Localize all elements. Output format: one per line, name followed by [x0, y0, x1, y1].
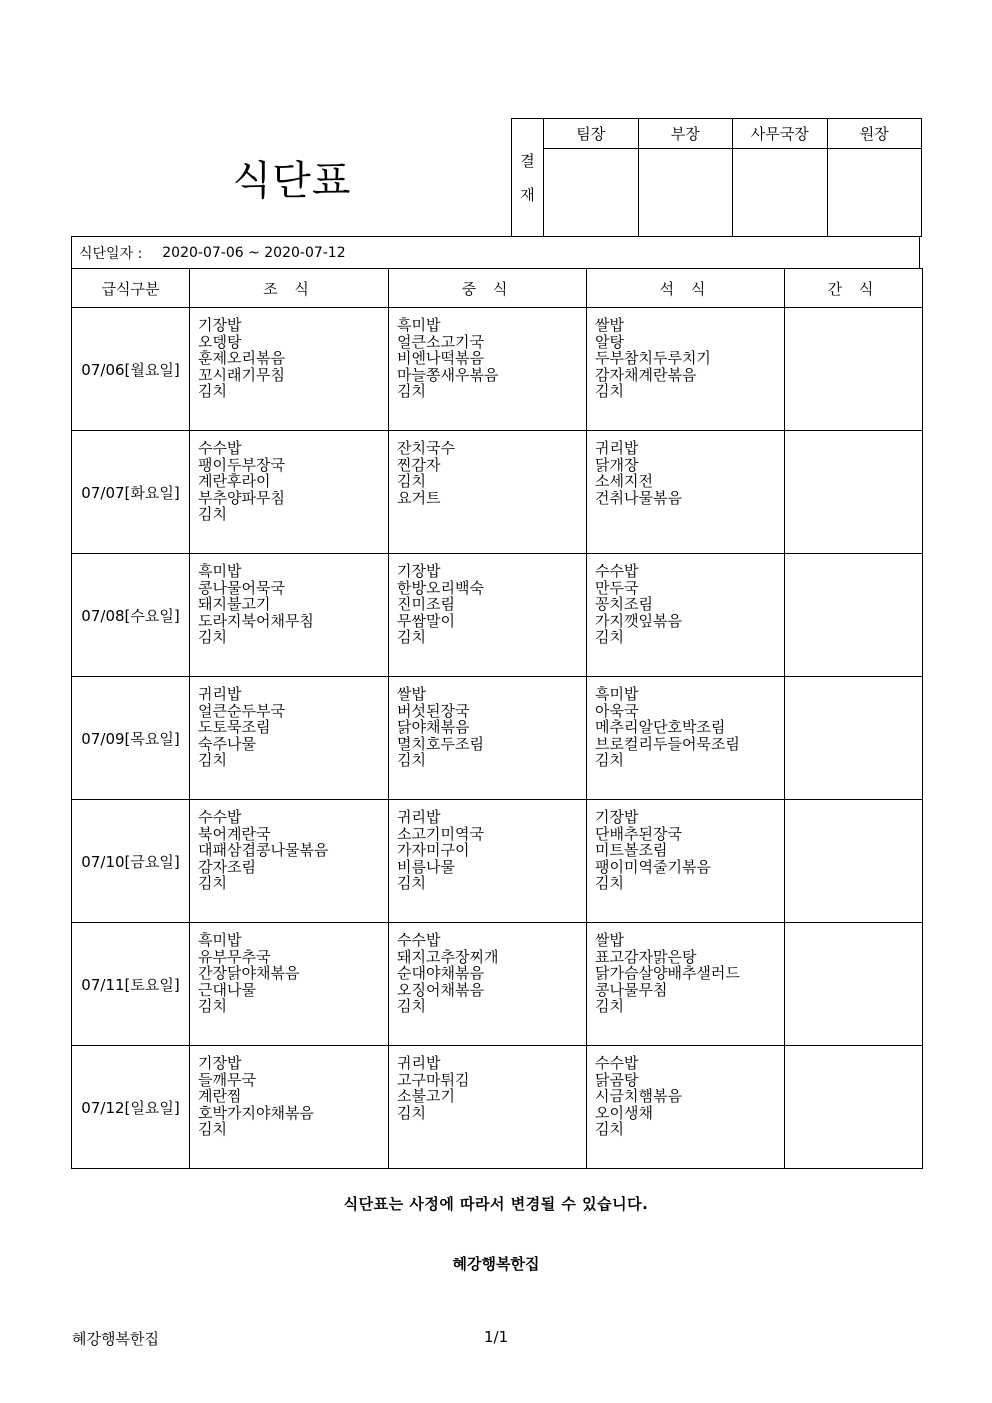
- approval-label-bottom: 재: [520, 185, 535, 204]
- dish-item: 대패삼겹콩나물볶음: [198, 841, 329, 859]
- menu-day-row: [72, 431, 923, 554]
- dish-item: 꼬시래기무침: [198, 365, 285, 384]
- dinner-cell: [587, 800, 785, 923]
- dinner-dish-list: [587, 554, 784, 646]
- snack-cell: [785, 923, 923, 1046]
- dish-item: 김치: [595, 1120, 624, 1138]
- dish-item: 김치: [397, 1103, 426, 1122]
- dish-item: 시금치햄볶음: [595, 1087, 682, 1105]
- snack-cell: [785, 677, 923, 800]
- lunch-cell: [389, 308, 587, 431]
- lunch-cell: [389, 554, 587, 677]
- dish-item: 비엔나떡볶음: [397, 349, 484, 367]
- dish-item: 김치: [397, 472, 426, 490]
- dish-item: 계란찜: [198, 1087, 242, 1105]
- dinner-dish-list: [587, 431, 784, 506]
- snack-dish-list: [785, 1046, 922, 1055]
- dish-item: 근대나물: [198, 980, 256, 999]
- lunch-dish-list: [389, 431, 586, 506]
- dish-item: 닭개장: [595, 455, 639, 474]
- dish-item: 고구마튀김: [397, 1070, 470, 1089]
- dish-item: 닭야채볶음: [397, 718, 470, 736]
- header-breakfast: 조 식: [190, 269, 389, 308]
- dish-item: 귀리밥: [397, 808, 441, 826]
- dish-item: 귀리밥: [595, 439, 639, 457]
- snack-cell: [785, 800, 923, 923]
- breakfast-dish-list: [190, 308, 388, 400]
- lunch-dish-list: [389, 677, 586, 769]
- dish-item: 쌀밥: [595, 931, 624, 949]
- dish-item: 김치: [397, 628, 426, 646]
- date-range-bar: [71, 236, 920, 268]
- snack-dish-list: [785, 308, 922, 317]
- menu-table: [71, 268, 923, 1169]
- dish-item: 오이생채: [595, 1103, 653, 1122]
- dish-item: 만두국: [595, 578, 639, 597]
- dinner-cell: [587, 923, 785, 1046]
- dinner-cell: [587, 554, 785, 677]
- dinner-cell: [587, 308, 785, 431]
- breakfast-dish-list: [190, 677, 388, 769]
- dish-item: 기장밥: [198, 316, 242, 334]
- dinner-cell: [587, 1046, 785, 1169]
- lunch-cell: [389, 923, 587, 1046]
- dish-item: 콩나물어묵국: [198, 578, 285, 597]
- dish-item: 팽이두부장국: [198, 455, 285, 474]
- lunch-cell: [389, 1046, 587, 1169]
- day-label: 07/07[화요일]: [72, 431, 190, 554]
- snack-cell: [785, 554, 923, 677]
- menu-day-row: [72, 677, 923, 800]
- approval-label: [512, 119, 544, 237]
- date-range-value: 2020-07-06 ~ 2020-07-12: [162, 244, 346, 261]
- breakfast-cell: [190, 308, 389, 431]
- dish-item: 가지깻잎볶음: [595, 611, 682, 630]
- dish-item: 닭가슴살양배추샐러드: [595, 964, 740, 982]
- dish-item: 도토묵조림: [198, 718, 271, 736]
- header-meal-type: 급식구분: [72, 269, 190, 308]
- lunch-dish-list: [389, 554, 586, 646]
- snack-dish-list: [785, 431, 922, 440]
- breakfast-cell: [190, 677, 389, 800]
- dish-item: 소불고기: [397, 1087, 455, 1105]
- signature-cell: [638, 149, 733, 237]
- dinner-dish-list: [587, 1046, 784, 1138]
- dish-item: 수수밥: [397, 931, 441, 949]
- dinner-dish-list: [587, 308, 784, 400]
- dish-item: 단배추된장국: [595, 824, 682, 843]
- dish-item: 닭곰탕: [595, 1070, 639, 1089]
- breakfast-dish-list: [190, 923, 388, 1015]
- dish-item: 귀리밥: [198, 685, 242, 703]
- lunch-dish-list: [389, 800, 586, 892]
- approval-role-secretary-general: 사무국장: [733, 119, 828, 149]
- dish-item: 순대야채볶음: [397, 964, 484, 982]
- dish-item: 훈제오리볶음: [198, 349, 285, 367]
- dish-item: 콩나물무침: [595, 980, 668, 999]
- snack-cell: [785, 1046, 923, 1169]
- date-range-label: 식단일자 :: [79, 245, 143, 262]
- breakfast-dish-list: [190, 554, 388, 646]
- day-label: 07/11[토요일]: [72, 923, 190, 1046]
- dish-item: 기장밥: [198, 1054, 242, 1072]
- lunch-dish-list: [389, 308, 586, 400]
- snack-dish-list: [785, 677, 922, 686]
- dish-item: 김치: [198, 874, 227, 892]
- day-label: 07/09[목요일]: [72, 677, 190, 800]
- dish-item: 김치: [397, 997, 426, 1015]
- dinner-dish-list: [587, 800, 784, 892]
- approval-label-top: 결: [520, 151, 535, 170]
- page-number: 1/1: [484, 1328, 509, 1346]
- dish-item: 브로컬리두들어묵조림: [595, 734, 740, 753]
- dish-item: 호박가지야채볶음: [198, 1103, 314, 1122]
- dinner-dish-list: [587, 677, 784, 769]
- dish-item: 요거트: [397, 488, 441, 507]
- menu-header-row: [72, 269, 923, 308]
- dish-item: 얼큰소고기국: [397, 332, 484, 351]
- dish-item: 김치: [595, 628, 624, 646]
- snack-dish-list: [785, 554, 922, 563]
- menu-day-row: [72, 800, 923, 923]
- dish-item: 아욱국: [595, 701, 639, 720]
- dish-item: 수수밥: [595, 1054, 639, 1072]
- breakfast-cell: [190, 431, 389, 554]
- day-label: 07/06[월요일]: [72, 308, 190, 431]
- dish-item: 비름나물: [397, 857, 455, 876]
- dish-item: 기장밥: [595, 808, 639, 826]
- dish-item: 수수밥: [198, 808, 242, 826]
- dish-item: 가자미구이: [397, 841, 470, 859]
- menu-day-row: [72, 923, 923, 1046]
- dish-item: 김치: [397, 382, 426, 400]
- dish-item: 도라지북어채무침: [198, 611, 314, 630]
- dish-item: 소세지전: [595, 472, 653, 490]
- breakfast-cell: [190, 923, 389, 1046]
- dish-item: 쌀밥: [595, 316, 624, 334]
- dish-item: 계란후라이: [198, 472, 271, 490]
- day-label: 07/12[일요일]: [72, 1046, 190, 1169]
- header-snack: 간 식: [785, 269, 923, 308]
- dish-item: 돼지불고기: [198, 595, 271, 613]
- dinner-dish-list: [587, 923, 784, 1015]
- signature-cell: [544, 149, 639, 237]
- dish-item: 김치: [397, 751, 426, 769]
- dish-item: 간장닭야채볶음: [198, 964, 300, 982]
- dish-item: 김치: [198, 628, 227, 646]
- dish-item: 마늘쫑새우볶음: [397, 365, 499, 384]
- breakfast-dish-list: [190, 800, 388, 892]
- snack-dish-list: [785, 923, 922, 932]
- dish-item: 진미조림: [397, 595, 455, 613]
- dish-item: 기장밥: [397, 562, 441, 580]
- dish-item: 김치: [198, 997, 227, 1015]
- approval-role-director: 원장: [827, 119, 922, 149]
- lunch-cell: [389, 800, 587, 923]
- dinner-cell: [587, 431, 785, 554]
- header-dinner: 석 식: [587, 269, 785, 308]
- dish-item: 김치: [198, 382, 227, 400]
- dish-item: 팽이미역줄기볶음: [595, 857, 711, 876]
- approval-role-department-head: 부장: [638, 119, 733, 149]
- dish-item: 유부무추국: [198, 947, 271, 966]
- page-title: 식단표: [232, 157, 352, 204]
- dish-item: 흑미밥: [198, 562, 242, 580]
- lunch-dish-list: [389, 1046, 586, 1121]
- dish-item: 멸치호두조림: [397, 734, 484, 753]
- dish-item: 북어계란국: [198, 824, 271, 843]
- dish-item: 오뎅탕: [198, 332, 242, 351]
- lunch-dish-list: [389, 923, 586, 1015]
- dish-item: 찐감자: [397, 455, 441, 474]
- dish-item: 소고기미역국: [397, 824, 484, 843]
- dish-item: 잔치국수: [397, 439, 455, 457]
- approval-box: [511, 118, 922, 237]
- menu-day-row: [72, 554, 923, 677]
- dish-item: 수수밥: [198, 439, 242, 457]
- dish-item: 메추리알단호박조림: [595, 718, 726, 736]
- dish-item: 미트볼조림: [595, 841, 668, 859]
- dish-item: 버섯된장국: [397, 701, 470, 720]
- dish-item: 김치: [595, 997, 624, 1015]
- breakfast-cell: [190, 554, 389, 677]
- lunch-cell: [389, 431, 587, 554]
- menu-day-row: [72, 308, 923, 431]
- breakfast-cell: [190, 800, 389, 923]
- signature-cell: [733, 149, 828, 237]
- dish-item: 꽁치조림: [595, 595, 653, 613]
- breakfast-cell: [190, 1046, 389, 1169]
- day-label: 07/10[금요일]: [72, 800, 190, 923]
- dish-item: 부추양파무침: [198, 488, 285, 507]
- dish-item: 감자조림: [198, 857, 256, 876]
- dish-item: 들깨무국: [198, 1070, 256, 1089]
- dish-item: 무쌈말이: [397, 611, 455, 630]
- dish-item: 흑미밥: [397, 316, 441, 334]
- dish-item: 숙주나물: [198, 734, 256, 753]
- snack-dish-list: [785, 800, 922, 809]
- breakfast-dish-list: [190, 1046, 388, 1138]
- dish-item: 쌀밥: [397, 685, 426, 703]
- dish-item: 김치: [198, 751, 227, 769]
- dish-item: 알탕: [595, 332, 624, 351]
- dish-item: 김치: [198, 1120, 227, 1138]
- dish-item: 귀리밥: [397, 1054, 441, 1072]
- dish-item: 감자채계란볶음: [595, 365, 697, 384]
- dish-item: 돼지고추장찌개: [397, 947, 499, 966]
- dish-item: 김치: [595, 751, 624, 769]
- snack-cell: [785, 308, 923, 431]
- dish-item: 표고감자맑은탕: [595, 947, 697, 966]
- dish-item: 흑미밥: [595, 685, 639, 703]
- footer-organization: 혜강행복한집: [72, 1330, 159, 1348]
- dish-item: 김치: [397, 874, 426, 892]
- dish-item: 수수밥: [595, 562, 639, 580]
- dish-item: 흑미밥: [198, 931, 242, 949]
- dish-item: 건취나물볶음: [595, 488, 682, 507]
- change-notice: 식단표는 사정에 따라서 변경될 수 있습니다.: [343, 1195, 649, 1213]
- lunch-cell: [389, 677, 587, 800]
- dish-item: 김치: [595, 874, 624, 892]
- dish-item: 두부참치두루치기: [595, 349, 711, 367]
- menu-day-row: [72, 1046, 923, 1169]
- dish-item: 오징어채볶음: [397, 980, 484, 999]
- dinner-cell: [587, 677, 785, 800]
- snack-cell: [785, 431, 923, 554]
- dish-item: 한방오리백숙: [397, 578, 484, 597]
- breakfast-dish-list: [190, 431, 388, 523]
- dish-item: 얼큰순두부국: [198, 701, 285, 720]
- day-label: 07/08[수요일]: [72, 554, 190, 677]
- dish-item: 김치: [595, 382, 624, 400]
- header-lunch: 중 식: [389, 269, 587, 308]
- dish-item: 김치: [198, 505, 227, 523]
- approval-role-team-leader: 팀장: [544, 119, 639, 149]
- signature-cell: [827, 149, 922, 237]
- organization-name: 혜강행복한집: [452, 1255, 540, 1273]
